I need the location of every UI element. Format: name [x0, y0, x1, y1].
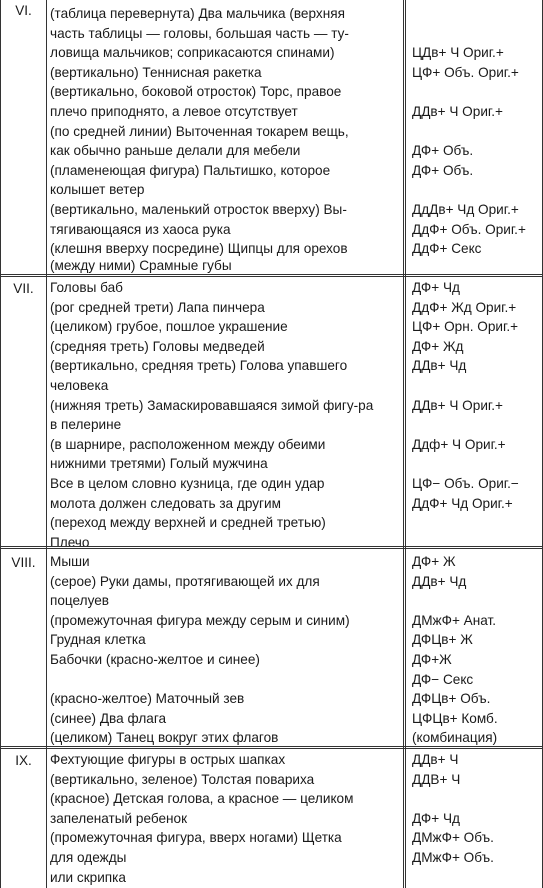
code-line: ДФ+ Чд — [412, 810, 460, 826]
text-line: молота должен следовать за другим — [50, 495, 281, 511]
text-line: (вертикально, зеленое) Толстая повариха — [50, 771, 315, 787]
code-line: ДДв+ Ч Ориг.+ — [412, 397, 503, 413]
text-line: колышет ветер — [50, 182, 145, 198]
text-line: (вертикально) Теннисная ракетка — [50, 64, 262, 80]
text-line: (по средней линии) Выточенная токарем вещь, — [50, 123, 349, 139]
text-line: (переход между верхней и средней третью) — [50, 515, 326, 531]
code-line: ДдФ+ Чд Ориг.+ — [412, 495, 513, 511]
code-line: ДМжФ+ Объ. — [412, 830, 494, 846]
code-line: ЦДв+ Ч Ориг.+ — [412, 45, 504, 61]
code-line: ДФ+ Чд — [412, 280, 460, 295]
section-number: VIII. — [11, 555, 36, 570]
text-line: (в шарнире, расположенном между обеими — [50, 436, 326, 452]
text-line: Головы баб — [50, 280, 123, 295]
text-line: (красно-желтое) Маточный зев — [50, 691, 245, 707]
text-line: для одежды — [50, 850, 127, 865]
text-line: (синее) Два флага — [50, 710, 167, 726]
text-line: Грудная клетка — [50, 632, 146, 648]
code-line: ЦФ− Объ. Ориг.− — [412, 476, 519, 491]
section-number: VII. — [13, 281, 34, 296]
section-number: VI. — [15, 3, 32, 18]
code-line: Ддф+ Ч Ориг.+ — [412, 436, 506, 452]
text-line: Плечо — [50, 534, 90, 550]
code-line: ЦФЦв+ Комб. — [412, 710, 498, 726]
code-line: ДДв+ Ч Ориг.+ — [412, 104, 503, 119]
code-line: ДДв+ Ч — [412, 752, 459, 767]
code-line: ДдФ+ Объ. Ориг.+ — [412, 221, 526, 237]
text-line: (клешня вверху посредине) Щипцы для орехов — [50, 241, 348, 257]
text-line: (вертикально, маленький отросток вверху) Вы- — [50, 202, 347, 217]
text-line: Мыши — [50, 554, 90, 569]
code-line: ДДв+ Чд — [412, 573, 467, 589]
code-line: ДДв+ Чд — [412, 358, 467, 374]
text-line: Фехтующие фигуры в острых шапках — [50, 752, 286, 767]
code-line: ДФ+ Объ. — [412, 162, 474, 178]
code-line: (комбинация) — [412, 730, 498, 746]
text-line: поцелуев — [50, 593, 110, 609]
code-line: ДФ+Ж — [412, 652, 452, 667]
text-line: тягивающаяся из хаоса рука — [50, 221, 231, 237]
text-line: (серое) Руки дамы, протягивающей их для — [50, 573, 320, 589]
text-line: (рог средней трети) Лапа пинчера — [50, 299, 265, 315]
text-line: нижними третями) Голый мужчина — [50, 456, 268, 472]
code-line: ЦФ+ Орн. Ориг.+ — [412, 319, 519, 335]
section-ix — [1, 750, 542, 888]
code-line: ДФЦв+ Объ. — [412, 691, 491, 707]
text-line: человека — [50, 378, 109, 393]
text-line: как обычно раньше делали для мебели — [50, 143, 301, 159]
text-line: (целиком) Танец вокруг этих флагов — [50, 730, 279, 746]
code-line: ДМжФ+ Объ. — [412, 850, 494, 865]
code-line: ДдФ+ Жд Ориг.+ — [412, 299, 517, 315]
text-line: запеленатый ребенок — [50, 810, 188, 826]
code-line: ДФ+ Объ. — [412, 143, 474, 159]
code-line: ДФЦв+ Ж — [412, 632, 473, 648]
code-line: ДФ+ Жд — [412, 338, 464, 354]
text-line: (вертикально, средняя треть) Голова упавшего — [50, 358, 348, 374]
section-separator — [1, 274, 542, 277]
code-line: ДМжФ+ Анат. — [412, 612, 497, 628]
code-line: ДФ− Секс — [412, 671, 474, 687]
code-line: ДдДв+ Чд Ориг.+ — [412, 202, 519, 217]
text-line: (нижняя треть) Замаскировавшаяся зимой фигу-ра — [50, 397, 374, 413]
text-line: плечо приподнято, а левое отсутствует — [50, 104, 298, 119]
text-line: часть таблицы — головы, большая часть — ту- — [50, 25, 349, 41]
code-line: ДдФ+ Секс — [412, 241, 482, 257]
text-line: или скрипка — [50, 869, 126, 885]
text-line: (пламенеющая фигура) Пальтишко, которое — [50, 162, 331, 178]
code-line: ДФ+ Ж — [412, 554, 456, 569]
text-line: (средняя треть) Головы медведей — [50, 338, 265, 354]
section-number: IX. — [15, 753, 32, 768]
text-line: Бабочки (красно-желтое и синее) — [50, 652, 260, 667]
text-line: (вертикально, боковой отросток) Торс, правое — [50, 84, 342, 100]
section-separator — [1, 746, 542, 749]
text-line: в пелерине — [50, 417, 122, 433]
text-line: (между ними) Срамные губы — [50, 258, 232, 273]
text-line: (таблица перевернута) Два мальчика (верхняя — [50, 6, 345, 21]
text-line: ловища мальчиков; соприкасаются спинами) — [50, 45, 335, 61]
text-line: (красное) Детская голова, а красное — целиком — [50, 791, 354, 807]
section-vi — [1, 0, 542, 271]
section-viii — [1, 552, 542, 746]
code-line: ЦФ+ Объ. Ориг.+ — [412, 64, 519, 80]
text-line: Все в целом словно кузница, где один удар — [50, 476, 325, 491]
text-line: (промежуточная фигура между серым и синим) — [50, 612, 350, 628]
text-line: (промежуточная фигура, вверх ногами) Щетка — [50, 830, 342, 846]
section-separator — [1, 546, 542, 549]
section-vii — [1, 278, 542, 550]
code-line: ДДВ+ Ч — [412, 771, 461, 787]
text-line: (целиком) грубое, пошлое украшение — [50, 319, 288, 335]
